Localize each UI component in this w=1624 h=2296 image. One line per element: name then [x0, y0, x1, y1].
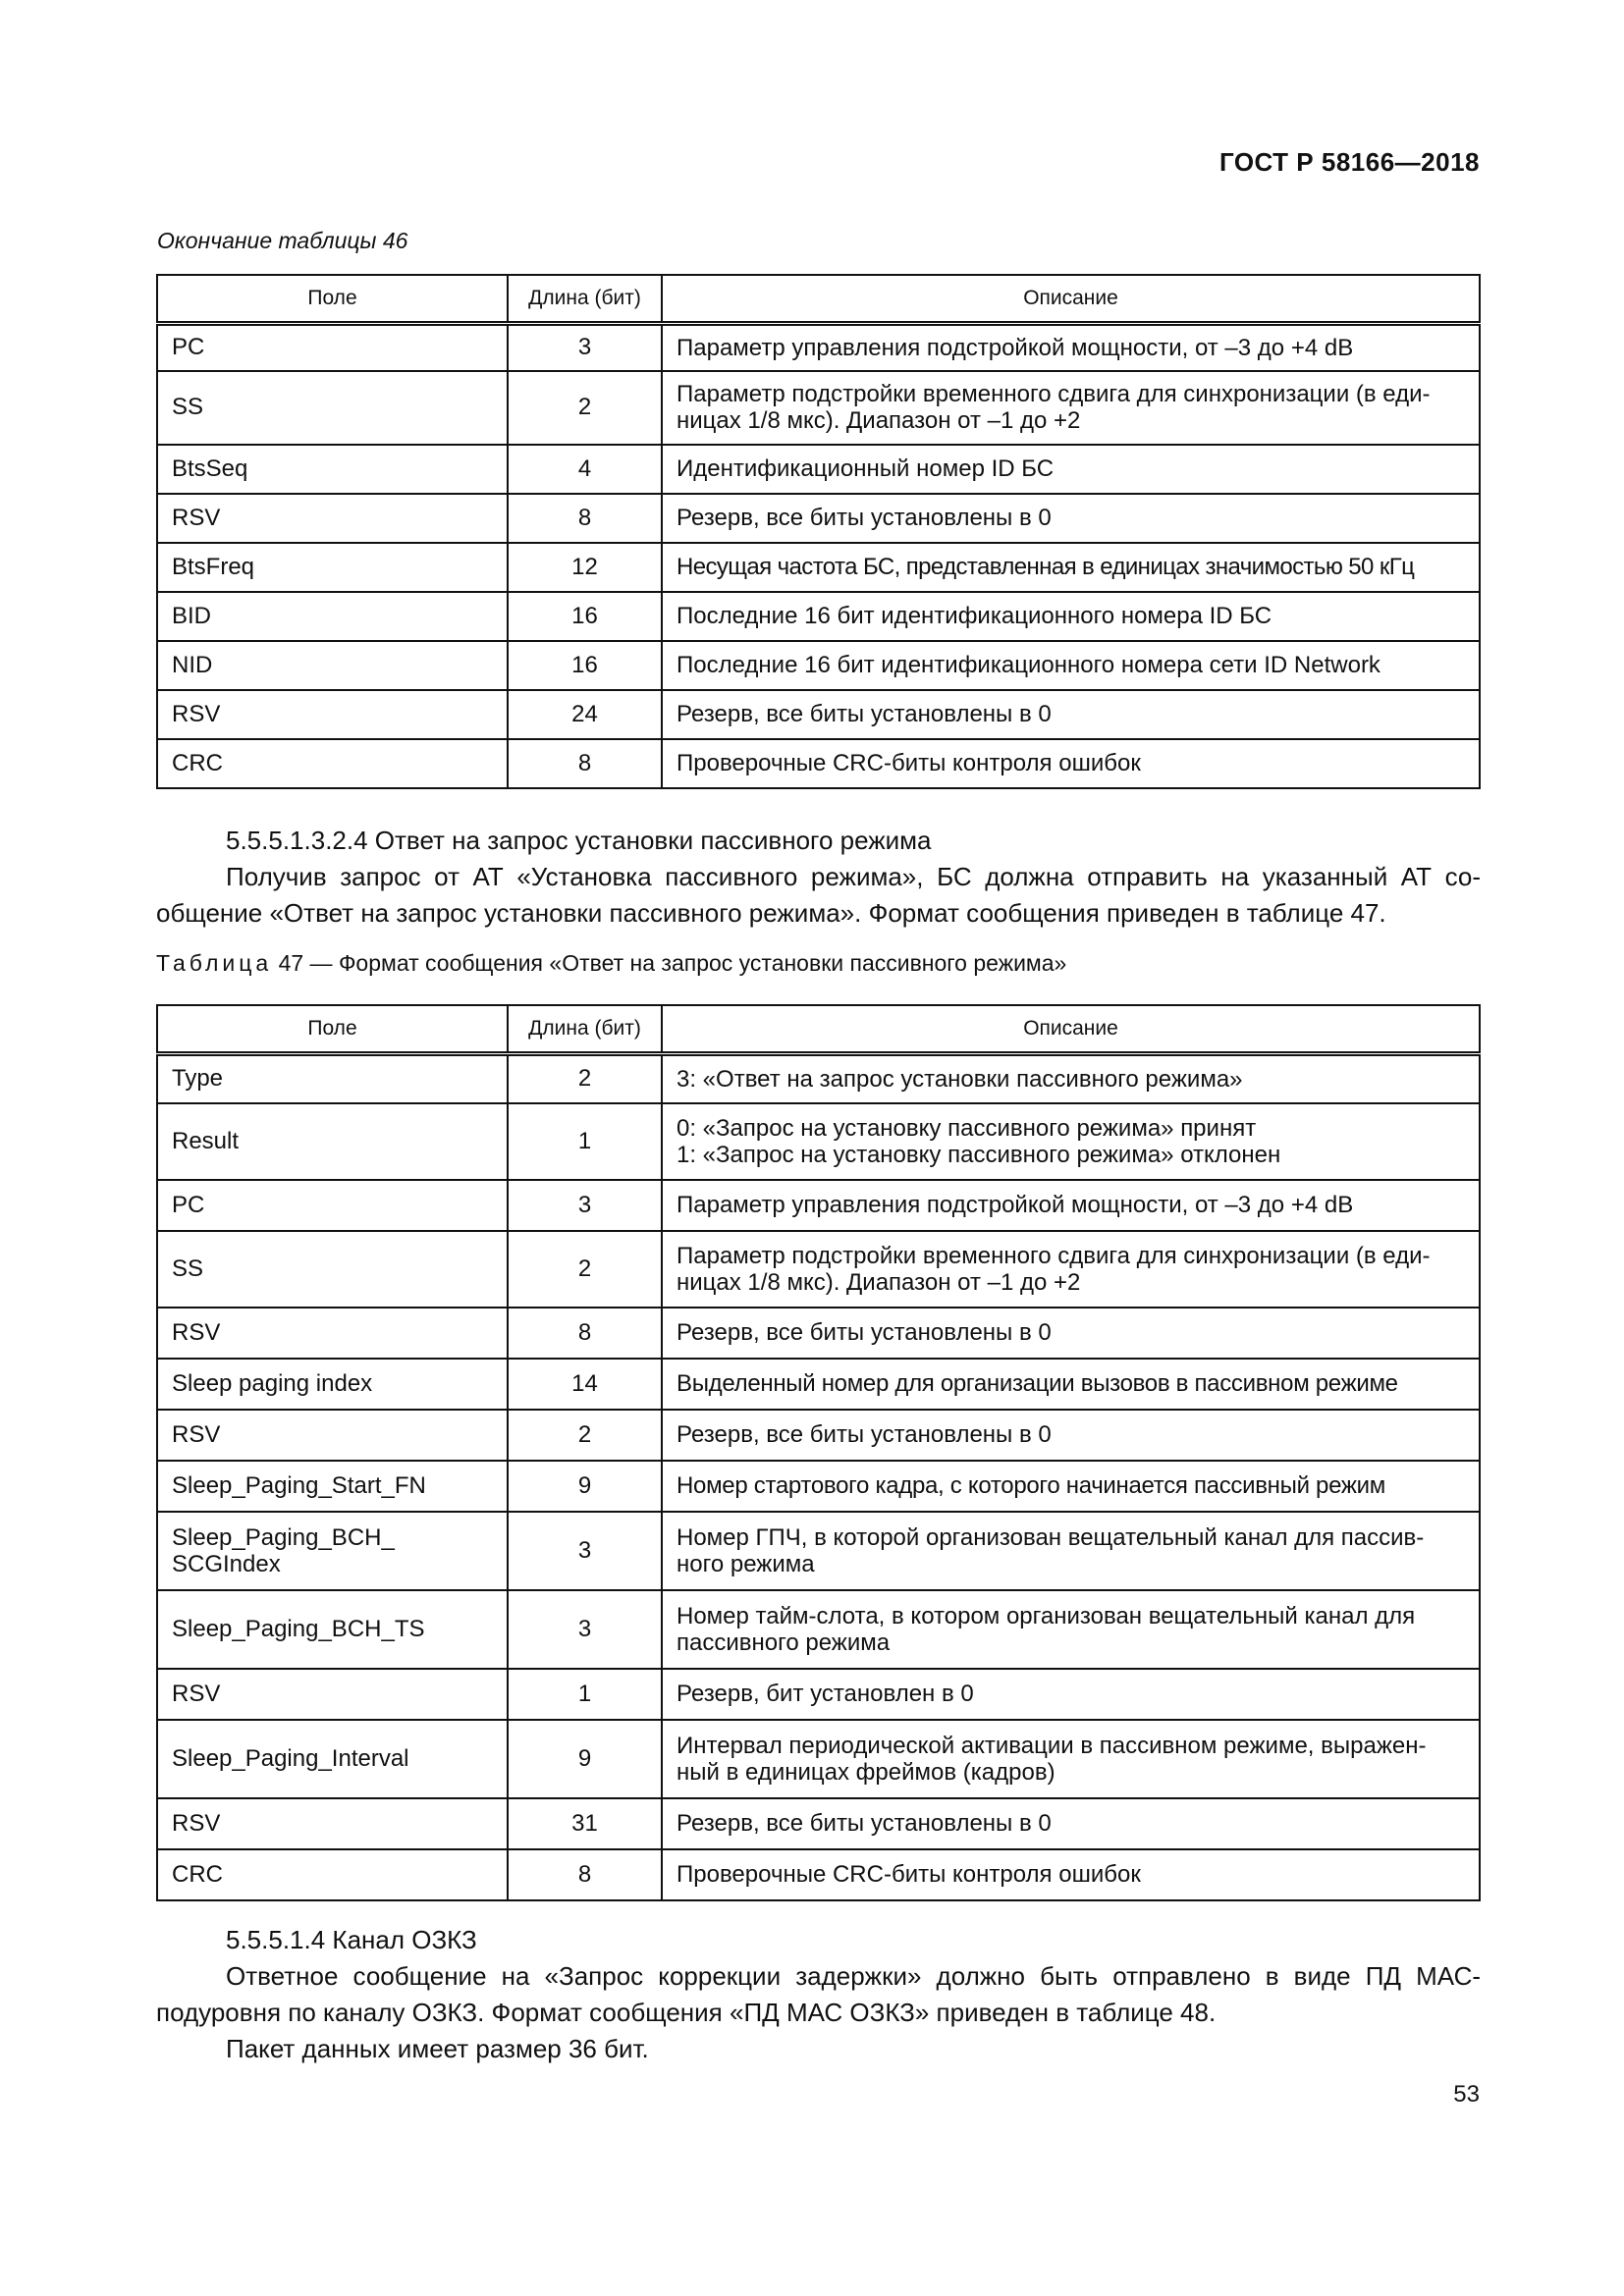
cell-length: 12	[508, 543, 662, 592]
cell-description: Интервал периодической активации в пассивном режиме, выражен- ный в единицах фреймов (кадров)	[662, 1720, 1480, 1798]
cell-description: Резерв, все биты установлены в 0	[662, 1798, 1480, 1849]
section-paragraph: Получив запрос от АТ «Установка пассивного режима», БС должна отправить на указанный АТ со-общение «Ответ на запрос установки пассивного режима». Формат сообщения приведен в таблице 47.	[156, 862, 1481, 928]
table-row	[157, 445, 1480, 494]
column-header-description: Описание	[662, 1005, 1480, 1054]
cell-length: 9	[508, 1720, 662, 1798]
cell-field: RSV	[157, 1798, 508, 1849]
table-row	[157, 739, 1480, 788]
table-row	[157, 1461, 1480, 1512]
cell-field: Sleep_Paging_Start_FN	[157, 1461, 508, 1512]
cell-length: 2	[508, 1410, 662, 1461]
column-header-field: Поле	[157, 275, 508, 324]
table-row	[157, 1590, 1480, 1669]
table-row	[157, 1231, 1480, 1308]
cell-field: SS	[157, 1231, 508, 1308]
cell-field: PC	[157, 1180, 508, 1231]
cell-length: 2	[508, 1054, 662, 1103]
cell-field: NID	[157, 641, 508, 690]
column-header-field: Поле	[157, 1005, 508, 1054]
cell-description: Проверочные CRC-биты контроля ошибок	[662, 1849, 1480, 1900]
cell-length: 14	[508, 1359, 662, 1410]
cell-description: Параметр управления подстройкой мощности, от –3 до +4 dB	[662, 324, 1480, 371]
cell-field: Sleep paging index	[157, 1359, 508, 1410]
cell-field: BID	[157, 592, 508, 641]
page-number: 53	[1453, 2081, 1480, 2108]
cell-description: Параметр подстройки временного сдвига для синхронизации (в еди- ницах 1/8 мкс). Диапазон от –1 до +2	[662, 1231, 1480, 1308]
cell-description: Несущая частота БС, представленная в единицах значимостью 50 кГц	[662, 543, 1480, 592]
cell-description: Резерв, все биты установлены в 0	[662, 1410, 1480, 1461]
cell-description: Проверочные CRC-биты контроля ошибок	[662, 739, 1480, 788]
section-5551324	[156, 823, 1481, 932]
cell-length: 16	[508, 641, 662, 690]
cell-length: 2	[508, 371, 662, 445]
table-row	[157, 641, 1480, 690]
cell-field: Result	[157, 1103, 508, 1180]
cell-length: 3	[508, 1512, 662, 1590]
table-row	[157, 690, 1480, 739]
table-row	[157, 1512, 1480, 1590]
cell-length: 3	[508, 324, 662, 371]
cell-length: 8	[508, 494, 662, 543]
table-row	[157, 543, 1480, 592]
cell-length: 8	[508, 1849, 662, 1900]
table-row	[157, 1054, 1480, 1103]
cell-field: BtsFreq	[157, 543, 508, 592]
cell-description: Номер стартового кадра, с которого начинается пассивный режим	[662, 1461, 1480, 1512]
table-row	[157, 1410, 1480, 1461]
cell-field: CRC	[157, 1849, 508, 1900]
cell-field: CRC	[157, 739, 508, 788]
section-55514	[156, 1922, 1481, 2067]
cell-description: Последние 16 бит идентификационного номера сети ID Network	[662, 641, 1480, 690]
cell-description: Параметр подстройки временного сдвига для синхронизации (в еди- ницах 1/8 мкс). Диапазон от –1 до +2	[662, 371, 1480, 445]
cell-description: 3: «Ответ на запрос установки пассивного режима»	[662, 1054, 1480, 1103]
table-row	[157, 1359, 1480, 1410]
cell-length: 3	[508, 1590, 662, 1669]
cell-field: RSV	[157, 1410, 508, 1461]
section-paragraph: Ответное сообщение на «Запрос коррекции задержки» должно быть отправлено в виде ПД МАС-подуровня по каналу ОЗКЗ. Формат сообщения «ПД МАС ОЗКЗ» приведен в таблице 48.	[156, 1961, 1481, 2027]
table47-caption	[156, 950, 1066, 977]
cell-length: 3	[508, 1180, 662, 1231]
table-row	[157, 1669, 1480, 1720]
cell-field: PC	[157, 324, 508, 371]
cell-field: SS	[157, 371, 508, 445]
cell-length: 24	[508, 690, 662, 739]
cell-field: RSV	[157, 1308, 508, 1359]
cell-description: Резерв, все биты установлены в 0	[662, 690, 1480, 739]
table-row	[157, 1180, 1480, 1231]
cell-length: 9	[508, 1461, 662, 1512]
column-header-description: Описание	[662, 275, 1480, 324]
table-row	[157, 324, 1480, 371]
cell-length: 1	[508, 1669, 662, 1720]
standard-header: ГОСТ Р 58166—2018	[1218, 147, 1480, 177]
column-header-length: Длина (бит)	[508, 1005, 662, 1054]
cell-length: 8	[508, 1308, 662, 1359]
cell-description: Номер тайм-слота, в котором организован вещательный канал для пассивного режима	[662, 1590, 1480, 1669]
table-header-row	[157, 1005, 1480, 1054]
cell-field: Sleep_Paging_BCH_TS	[157, 1590, 508, 1669]
table46-continuation-caption: Окончание таблицы 46	[157, 228, 408, 253]
cell-description: Резерв, все биты установлены в 0	[662, 494, 1480, 543]
cell-length: 31	[508, 1798, 662, 1849]
cell-field: Sleep_Paging_Interval	[157, 1720, 508, 1798]
cell-field: RSV	[157, 690, 508, 739]
cell-description: Параметр управления подстройкой мощности, от –3 до +4 dB	[662, 1180, 1480, 1231]
cell-field: Sleep_Paging_BCH_ SCGIndex	[157, 1512, 508, 1590]
cell-length: 16	[508, 592, 662, 641]
cell-field: BtsSeq	[157, 445, 508, 494]
cell-description: Номер ГПЧ, в которой организован вещательный канал для пассив- ного режима	[662, 1512, 1480, 1590]
table-row	[157, 1308, 1480, 1359]
cell-description: Идентификационный номер ID БС	[662, 445, 1480, 494]
cell-description: Последние 16 бит идентификационного номера ID БС	[662, 592, 1480, 641]
table-row	[157, 1798, 1480, 1849]
section-paragraph: Пакет данных имеет размер 36 бит.	[226, 2034, 649, 2063]
cell-field: RSV	[157, 1669, 508, 1720]
cell-field: Type	[157, 1054, 508, 1103]
section-heading: 5.5.5.1.4 Канал ОЗКЗ	[226, 1925, 477, 1954]
table-row	[157, 1720, 1480, 1798]
table-row	[157, 592, 1480, 641]
cell-length: 1	[508, 1103, 662, 1180]
cell-length: 8	[508, 739, 662, 788]
table-46-end	[156, 274, 1481, 789]
table-header-row	[157, 275, 1480, 324]
cell-description: Резерв, все биты установлены в 0	[662, 1308, 1480, 1359]
cell-length: 2	[508, 1231, 662, 1308]
cell-field: RSV	[157, 494, 508, 543]
table-row	[157, 1103, 1480, 1180]
table-47	[156, 1004, 1481, 1901]
table-caption-title: 47 — Формат сообщения «Ответ на запрос установки пассивного режима»	[272, 950, 1067, 976]
table-row	[157, 1849, 1480, 1900]
table-caption-word: Таблица	[156, 950, 273, 976]
cell-description: 0: «Запрос на установку пассивного режима» принят 1: «Запрос на установку пассивного режима» отклонен	[662, 1103, 1480, 1180]
table-row	[157, 371, 1480, 445]
section-heading: 5.5.5.1.3.2.4 Ответ на запрос установки пассивного режима	[226, 826, 932, 855]
cell-description: Выделенный номер для организации вызовов в пассивном режиме	[662, 1359, 1480, 1410]
cell-description: Резерв, бит установлен в 0	[662, 1669, 1480, 1720]
cell-length: 4	[508, 445, 662, 494]
table-row	[157, 494, 1480, 543]
column-header-length: Длина (бит)	[508, 275, 662, 324]
